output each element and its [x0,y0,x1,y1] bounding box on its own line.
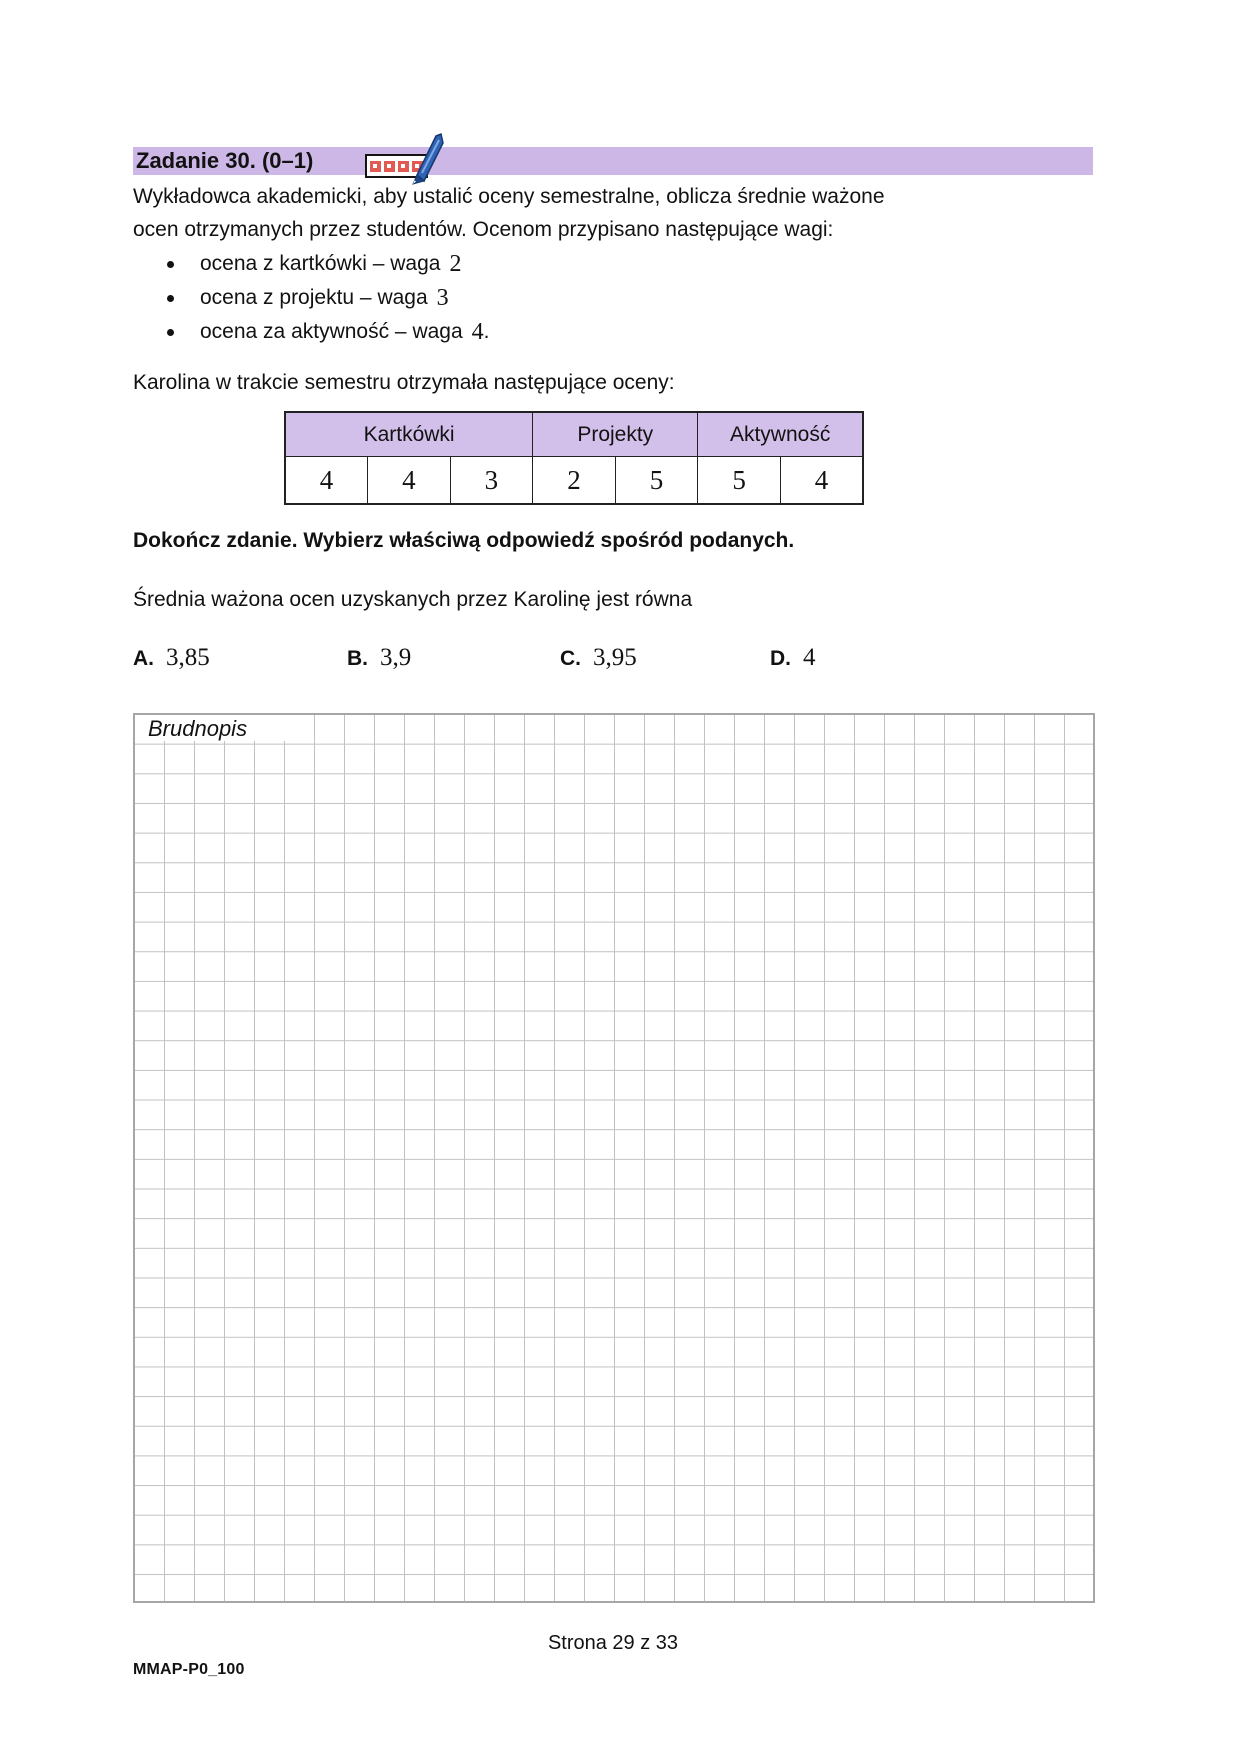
grade-cell: 4 [285,457,368,505]
grades-intro: Karolina w trakcie semestru otrzymała następujące oceny: [133,371,675,394]
grade-cell: 4 [368,457,451,505]
bullet-weight: 4 [471,318,484,345]
option-c [560,644,637,672]
option-d [770,644,816,672]
header-cell-aktywnosc: Aktywność [698,412,863,457]
task-title: Zadanie 30. (0–1) [136,148,314,173]
question: Średnia ważona ocen uzyskanych przez Karolinę jest równa [133,588,693,611]
table-values-row [285,457,863,505]
scratchpad-grid [133,713,1095,1603]
grade-cell: 3 [450,457,533,505]
bullet-weight: 3 [436,284,449,311]
option-value: 3,85 [166,644,210,671]
option-letter: B. [347,647,368,670]
option-value: 3,95 [593,644,637,671]
grade-cell: 5 [615,457,698,505]
option-letter: D. [770,647,791,670]
option-letter: C. [560,647,581,670]
footer-doc-code: MMAP-P0_100 [133,1661,245,1678]
bullet-label: ocena z projektu – waga [200,286,428,309]
option-a [133,644,210,672]
header-cell-kartkowki: Kartkówki [285,412,533,457]
answer-square-icon [398,161,409,172]
scratchpad-label: Brudnopis [135,715,306,741]
grade-cell: 2 [533,457,616,505]
bullet-item-projekt [133,281,449,315]
option-b [347,644,411,672]
option-value: 4 [803,644,816,671]
footer-page-number: Strona 29 z 33 [547,1632,679,1654]
answer-square-icon [370,161,381,172]
task-header-bar [133,147,1093,175]
bullet-item-aktywnosc [133,315,490,349]
grades-table [284,411,864,505]
option-value: 3,9 [380,644,412,671]
bullet-dot [167,295,174,302]
bullet-item-kartkowki [133,247,461,281]
bullet-label: ocena z kartkówki – waga [200,252,441,275]
instruction: Dokończ zdanie. Wybierz właściwą odpowiedź spośród podanych. [133,529,795,552]
answer-square-icon [384,161,395,172]
bullet-label: ocena za aktywność – waga [200,320,463,343]
bullet-dot [167,261,174,268]
task-intro: Wykładowca akademicki, aby ustalić oceny semestralne, oblicza średnie ważone ocen otrzymanych przez studentów. Ocenom przypisano następujące wagi: [133,185,885,241]
pen-icon [409,129,447,187]
bullet-weight: 2 [449,250,462,277]
bullet-suffix: . [483,320,490,343]
option-letter: A. [133,647,154,670]
grade-cell: 5 [698,457,781,505]
header-cell-projekty: Projekty [533,412,698,457]
grade-cell: 4 [780,457,863,505]
bullet-dot [167,329,174,336]
table-header-row [285,412,863,457]
